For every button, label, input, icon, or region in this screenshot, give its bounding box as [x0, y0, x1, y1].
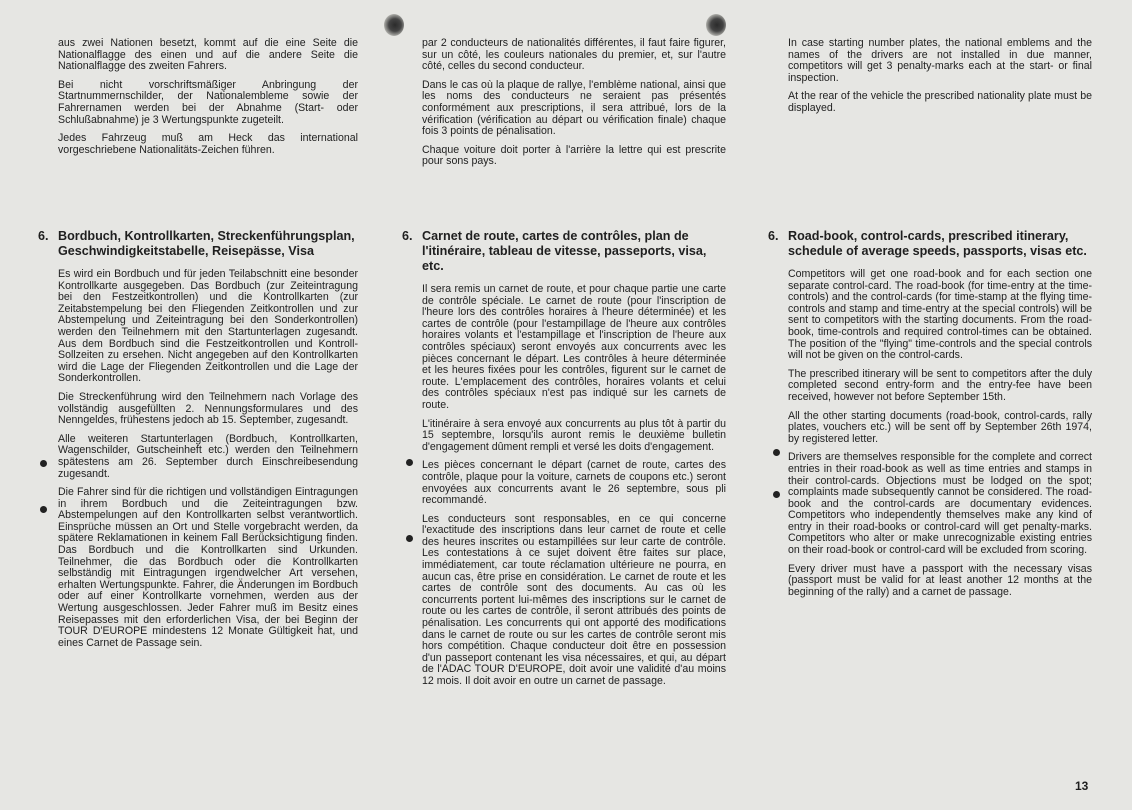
paragraph: Die Fahrer sind für die richtigen und vollständigen Eintragungen in ihrem Bordbuch und die Zeiteintragungen bzw. Abstempelungen auf den Kontrollkarten selbst verantwortlich. Einsprüche müssen an Ort und Stelle vorgebracht werden, da spätere Reklamationen in keinem Fall Berücksichtigung finden. Das Bordbuch und die Kontrollkarten sind Urkunden. Teilnehmer, die das Bordbuch oder die Kontrollkarten selbständig mit Eintragungen irgendwelcher Art versehen, erhalten Wertungspunkte. Fahrer, die Änderungen im Bordbuch oder auf einer Kontrollkarte vornehmen, werden aus der Wertung ausgeschlossen. Jeder Fahrer muß im Besitz eines Reisepasses mit den erforderlichen Visa, der bei Beginn der TOUR D'EUROPE mindestens 12 Monate Gültigkeit hat, und eines Carnet de Passage sein. — [58, 486, 358, 649]
paragraph: At the rear of the vehicle the prescribed nationality plate must be displayed. — [788, 90, 1092, 114]
section-title: Carnet de route, cartes de contrôles, plan de l'itinéraire, tableau de vitesse, passeports, visa, etc. — [422, 229, 707, 273]
page-number: 13 — [1075, 779, 1089, 793]
section-heading — [402, 229, 726, 274]
section-heading — [768, 229, 1092, 259]
margin-bullet — [406, 535, 413, 542]
paragraph: Competitors will get one road-book and for each section one separate control-card. The road-book (for time-entry at the time-controls) and the control-cards (for time-stamp at the flying time-controls and stamp and time-entry at the special controls) will be sent to competitors with the starting documents. From the road-book, time-controls and required control-times can be obtained. The position of the "flying" time-controls and the special controls will not be given on the control-cards. — [788, 268, 1092, 362]
paragraph: Jedes Fahrzeug muß am Heck das international vorgeschriebene Nationalitäts-Zeichen führen. — [58, 132, 358, 156]
paragraph: In case starting number plates, the national emblems and the names of the drivers are not installed in due manner, competitors will get 3 penalty-marks each at the start- or final inspection. — [788, 37, 1092, 84]
section-heading — [38, 229, 358, 259]
paragraph: Drivers are themselves responsible for the complete and correct entries in their road-book as well as time entries and stamps in their control-cards. Objections must be lodged on the spot; complaints made subsequently cannot be considered. The road-book and the control-cards are documentary evidences. Competitors who independently themselves make any kind of entry in their road-books or control-card will get penalty-marks. Competitors who alter or make unrecognizable existing entries on their road-book or control-card will be excluded from scoring. — [788, 451, 1092, 557]
section-number: 6. — [768, 229, 779, 243]
margin-bullet — [773, 491, 780, 498]
margin-bullet — [773, 449, 780, 456]
paragraph: Bei nicht vorschriftsmäßiger Anbringung der Startnummernschilder, der Nationalembleme sowie der Fahrernamen werden bei der Abnahme (Start- oder Schlußabnahme) je 3 Wertungspunkte zugeteilt. — [58, 78, 358, 126]
section-number: 6. — [38, 229, 49, 243]
paragraph: aus zwei Nationen besetzt, kommt auf die eine Seite die Nationalflagge des einen und auf die andere Seite die Nationalflagge des zweiten Fahrers. — [58, 37, 358, 73]
margin-bullet — [40, 460, 47, 467]
paragraph: All the other starting documents (road-book, control-cards, rally plates, vouchers etc.) will be sent off by September 26th 1974, by registered letter. — [788, 409, 1092, 445]
punch-hole-right — [706, 14, 726, 36]
section-number: 6. — [402, 229, 413, 243]
margin-bullet — [40, 506, 47, 513]
section-title: Road-book, control-cards, prescribed itinerary, schedule of average speeds, passports, visas etc. — [788, 229, 1087, 258]
paragraph: Es wird ein Bordbuch und für jeden Teilabschnitt eine besonder Kontrollkarte ausgegeben. Das Bordbuch (zur Zeiteintragung bei den Festzeitkontrollen) und die Kontrollkarten (zur Zeitabstempelung bei den Fliegenden Zeitkontrollen und zur Abstempelung und Zeiteintragung bei den Sonderkontrollen) werden den Teilnehmern mit den Startunterlagen zugesandt. Aus dem Bordbuch sind die Festzeitkontrollen und Kontroll-Sollzeiten zu ersehen. Nicht angegeben auf den Kontrollkarten wird die Lage der Fliegenden Zeitkontrollen und die Lage der Sonderkontrollen. — [58, 268, 358, 385]
paragraph: Dans le cas où la plaque de rallye, l'emblème national, ainsi que les noms des conducteurs ne seraient pas présentés conformément aux prescriptions, il sera attribué, lors de la vérification (vérification au départ ou vérification finale) chaque fois 3 points de pénalisation. — [422, 78, 726, 138]
paragraph: L'itinéraire à sera envoyé aux concurrents au plus tôt à partir du 15 septembre, lorsqu'ils auront remis le deuxième bulletin d'engagement dûment rempli et versé les doits d'engagement. — [422, 417, 726, 453]
top-text-german — [58, 38, 358, 163]
paragraph: Il sera remis un carnet de route, et pour chaque partie une carte de contrôle spéciale. Le carnet de route (pour l'inscription de l'heure lors des contrôles horaires à l'heure déterminée) et les cartes de contrôle (pour l'estampillage de l'heure aux contrôles horaires volants et l'estampillage et l'inscription de l'heure aux contrôles spéciaux) seront envoyés aux concurrents avec les pièces concernant le départ. Les contrôles à heure déterminée et les heures fixées pour les contrôles, figurent sur le carnet de route. L'emplacement des contrôles, horaires volants et celui des contrôles spéciaux n'est pas indiqué sur les carnets de route. — [422, 283, 726, 411]
paragraph: Die Streckenführung wird den Teilnehmern nach Vorlage des vollständig ausgefüllten 2. Nennungsformulares und des Nenngeldes, frühestens jedoch ab 15. September, zugesandt. — [58, 390, 358, 427]
paragraph: Every driver must have a passport with the necessary visas (passport must be valid for at least another 12 months at the beginning of the rally) and a carnet de passage. — [788, 562, 1092, 598]
punch-hole-left — [384, 14, 404, 36]
paragraph: Alle weiteren Startunterlagen (Bordbuch, Kontrollkarten, Wagenschilder, Gutscheinheft etc.) werden den Teilnehmern spätestens am 26. September durch Einschreibesendung zugesandt. — [58, 432, 358, 480]
section6-english — [768, 229, 1092, 605]
top-text-english — [788, 38, 1092, 122]
section6-french — [402, 229, 726, 695]
margin-bullet — [406, 459, 413, 466]
section6-german — [38, 229, 358, 656]
paragraph: par 2 conducteurs de nationalités différentes, il faut faire figurer, sur un côté, les couleurs nationales du premier, et, sur l'autre côté, celles du second conducteur. — [422, 37, 726, 73]
paragraph: The prescribed itinerary will be sent to competitors after the duly completed second entry-form and the entry-fee have been received, however not before September 15th. — [788, 367, 1092, 403]
paragraph: Les conducteurs sont responsables, en ce qui concerne l'exactitude des inscriptions dans leur carnet de route et celle des heures inscrites ou estampillées sur leur carte de contrôle. Les contestations à ce sujet doivent être faites sur place, immédiatement, car toute réclamation ultérieure ne pourra, en aucun cas, être prise en considération. Le carnet de route et les cartes de contrôle sont des documents. Au cas où les concurrents portent lui-mêmes des inscriptions sur le carnet de route ou les cartes de contrôle, il seront attribués des points de pénalisation. Les concurrents qui ont apporté des modifications dans le carnet de route ou sur les cartes de contrôle seront mis hors compétition. Chaque conducteur doit être en possession d'un passeport contenant les visa nécessaires, et qui, au départ de l'ADAC TOUR D'EUROPE, doit avoir une validité d'au moins 12 mois. Il doit avoir en outre un carnet de passage. — [422, 512, 726, 687]
section-title: Bordbuch, Kontrollkarten, Streckenführungsplan, Geschwindigkeitstabelle, Reisepässe, Visa — [58, 229, 355, 258]
top-text-french — [422, 38, 726, 175]
paragraph: Les pièces concernant le départ (carnet de route, cartes des contrôle, plaque pour la voiture, carnets de coupons etc.) seront envoyées aux concurrents avant le 26 septembre, sous pli recommandé. — [422, 459, 726, 507]
paragraph: Chaque voiture doit porter à l'arrière la lettre qui est prescrite pour sons pays. — [422, 143, 726, 168]
